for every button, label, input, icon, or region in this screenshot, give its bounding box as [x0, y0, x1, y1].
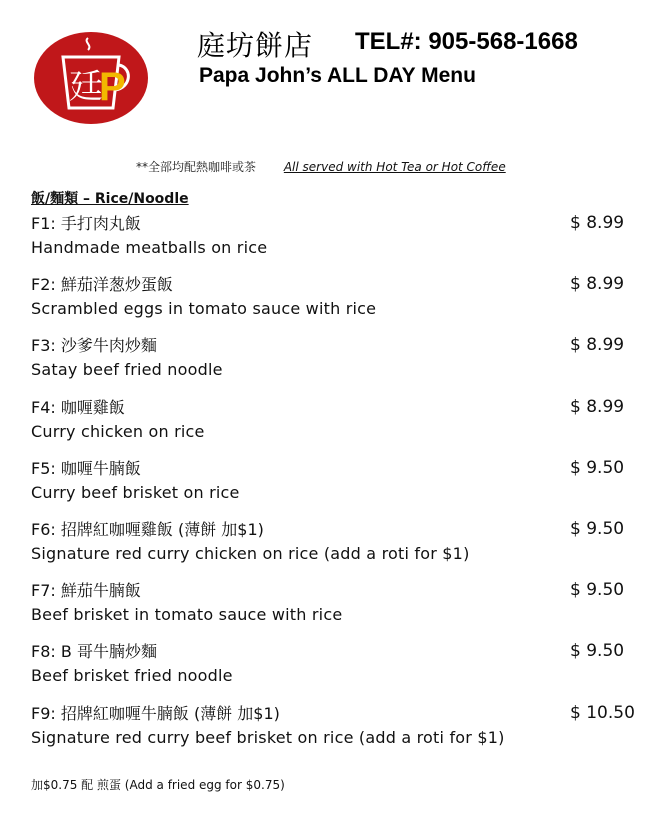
menu-item-english-name: Handmade meatballs on rice [31, 238, 268, 257]
menu-item-code: F9 [31, 703, 51, 723]
shop-name: 庭坊餅店 [197, 29, 314, 62]
menu-title: Papa John’s ALL DAY Menu [199, 64, 476, 87]
menu-item [0, 272, 666, 333]
served-with-note-chinese: **全部均配熱咖啡或茶 [136, 160, 257, 174]
menu-item-chinese-name: F7: 鮮茄牛腩飯 [31, 581, 141, 601]
menu-item-chinese-name: F1: 手打肉丸飯 [31, 214, 141, 233]
menu-item [0, 395, 666, 456]
menu-item-code: F1 [31, 214, 51, 233]
menu-item-code: F2 [31, 275, 51, 295]
menu-item-price: $ 9.50 [570, 518, 625, 539]
menu-item-chinese-label: 咖喱牛腩飯 [60, 458, 141, 478]
menu-item-english-name: Beef brisket in tomato sauce with rice [31, 605, 343, 625]
menu-item-english-name: Signature red curry chicken on rice (add a roti for $1) [31, 543, 470, 563]
menu-item-code: F3 [31, 336, 51, 356]
menu-item [0, 333, 666, 394]
menu-item-chinese-label: B 哥牛腩炒麵 [60, 642, 157, 662]
menu-item-price: $ 9.50 [570, 580, 625, 601]
menu-item-english-name: Scrambled eggs in tomato sauce with rice [31, 299, 377, 319]
menu-item-chinese-label: 咖喱雞飯 [60, 397, 125, 417]
menu-item-price: $ 9.50 [570, 641, 625, 662]
menu-item-price: $ 8.99 [570, 396, 625, 417]
menu-item-english-name: Curry beef brisket on rice [31, 482, 240, 502]
menu-item-english-name: Signature red curry beef brisket on rice (add a roti for $1) [31, 727, 505, 747]
menu-item-code: F6 [31, 519, 51, 539]
menu-item-price: $ 10.50 [570, 702, 635, 723]
menu-item-chinese-label: 手打肉丸飯 [60, 214, 141, 233]
menu-item-price: $ 8.99 [570, 213, 625, 233]
menu-item-english-name: Curry chicken on rice [31, 421, 205, 441]
served-with-note [136, 158, 506, 175]
menu-item-code: F5 [31, 458, 51, 478]
menu-item-code: F4 [31, 397, 51, 417]
menu-item [0, 639, 666, 700]
menu-item [0, 456, 666, 517]
menu-item-chinese-name: F5: 咖喱牛腩飯 [31, 458, 141, 478]
menu-item-price: $ 9.50 [570, 457, 625, 478]
menu-item-chinese-name: F4: 咖喱雞飯 [31, 397, 125, 417]
menu-item-list [0, 211, 666, 762]
menu-item-english-name: Beef brisket fried noodle [31, 666, 233, 686]
menu-item-code: F7 [31, 581, 51, 601]
menu-item-price: $ 8.99 [570, 335, 625, 356]
logo-character: 廷 [69, 67, 103, 107]
menu-item-chinese-name: F9: 招牌紅咖喱牛腩飯 (薄餅 加$1) [31, 703, 280, 723]
menu-item-chinese-label: 招牌紅咖喱牛腩飯 (薄餅 加$1) [60, 703, 280, 723]
menu-item [0, 578, 666, 639]
menu-item-chinese-name: F3: 沙爹牛肉炒麵 [31, 336, 157, 356]
menu-item-chinese-name: F6: 招牌紅咖喱雞飯 (薄餅 加$1) [31, 519, 264, 539]
menu-item-english-name: Satay beef fried noodle [31, 360, 223, 380]
footnote: 加$0.75 配 煎蛋 (Add a fried egg for $0.75) [31, 778, 285, 792]
logo-letter-p: P [99, 65, 126, 109]
menu-item [0, 211, 666, 272]
section-title: 飯/麵類 – Rice/Noodle [31, 191, 189, 207]
menu-item-chinese-name: F8: B 哥牛腩炒麵 [31, 642, 157, 662]
menu-item-chinese-label: 沙爹牛肉炒麵 [60, 336, 157, 356]
menu-item [0, 701, 666, 762]
served-with-note-english: All served with Hot Tea or Hot Coffee [283, 160, 506, 174]
menu-item-chinese-label: 鮮茄牛腩飯 [60, 581, 141, 601]
menu-item [0, 517, 666, 578]
menu-item-code: F8 [31, 642, 51, 662]
menu-item-price: $ 8.99 [570, 274, 625, 295]
telephone-number: TEL#: 905-568-1668 [355, 28, 578, 55]
logo [33, 30, 149, 126]
menu-item-chinese-label: 招牌紅咖喱雞飯 (薄餅 加$1) [60, 519, 264, 539]
menu-item-chinese-label: 鮮茄洋葱炒蛋飯 [60, 275, 173, 295]
menu-item-chinese-name: F2: 鮮茄洋葱炒蛋飯 [31, 275, 173, 295]
